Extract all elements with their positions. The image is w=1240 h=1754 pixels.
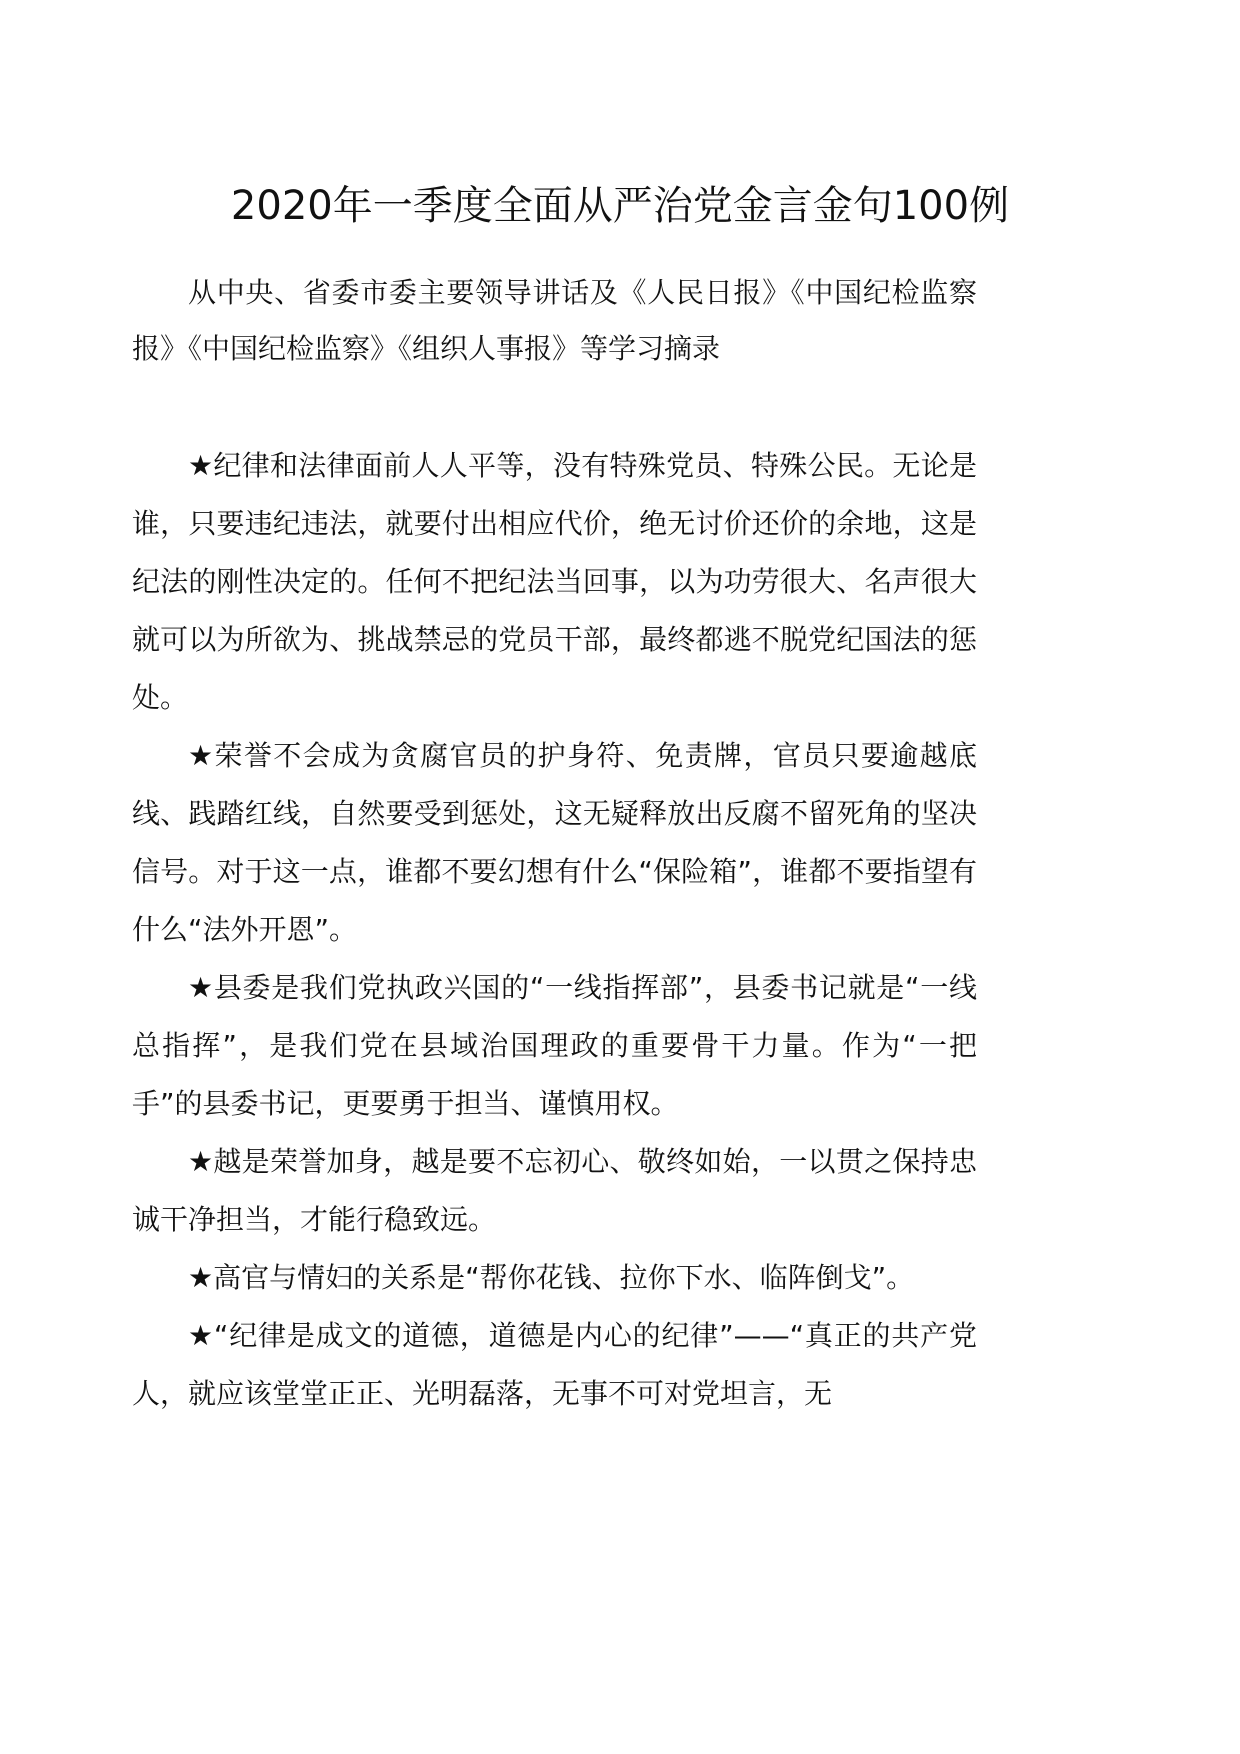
document-title: 2020年一季度全面从严治党金言金句100例: [230, 183, 1010, 229]
paragraph: ★县委是我们党执政兴国的“一线指挥部”，县委书记就是“一线总指挥”，是我们党在县域治国理政的重要骨干力量。作为“一把手”的县委书记，更要勇于担当、谨慎用权。: [132, 971, 977, 1120]
document-subtitle: [132, 265, 977, 377]
paragraph: ★越是荣誉加身，越是要不忘初心、敬终如始，一以贯之保持忠诚干净担当，才能行稳致远。: [132, 1145, 977, 1236]
paragraph: ★高官与情妇的关系是“帮你花钱、拉你下水、临阵倒戈”。: [188, 1261, 915, 1294]
document-body: [132, 437, 977, 1423]
paragraph: ★纪律和法律面前人人平等，没有特殊党员、特殊公民。无论是谁，只要违纪违法，就要付出相应代价，绝无讨价还价的余地，这是纪法的刚性决定的。任何不把纪法当回事，以为功劳很大、名声很大就可以为所欲为、挑战禁忌的党员干部，最终都逃不脱党纪国法的惩处。: [132, 449, 977, 714]
paragraph: ★“纪律是成文的道德，道德是内心的纪律”——“真正的共产党人，就应该堂堂正正、光明磊落，无事不可对党坦言，无: [132, 1319, 977, 1410]
paragraph: ★荣誉不会成为贪腐官员的护身符、免责牌，官员只要逾越底线、践踏红线，自然要受到惩处，这无疑释放出反腐不留死角的坚决信号。对于这一点，谁都不要幻想有什么“保险箱”，谁都不要指望有什么“法外开恩”。: [132, 739, 977, 946]
subtitle-text: 从中央、省委市委主要领导讲话及《人民日报》《中国纪检监察报》《中国纪检监察》《组织人事报》等学习摘录: [132, 276, 977, 365]
